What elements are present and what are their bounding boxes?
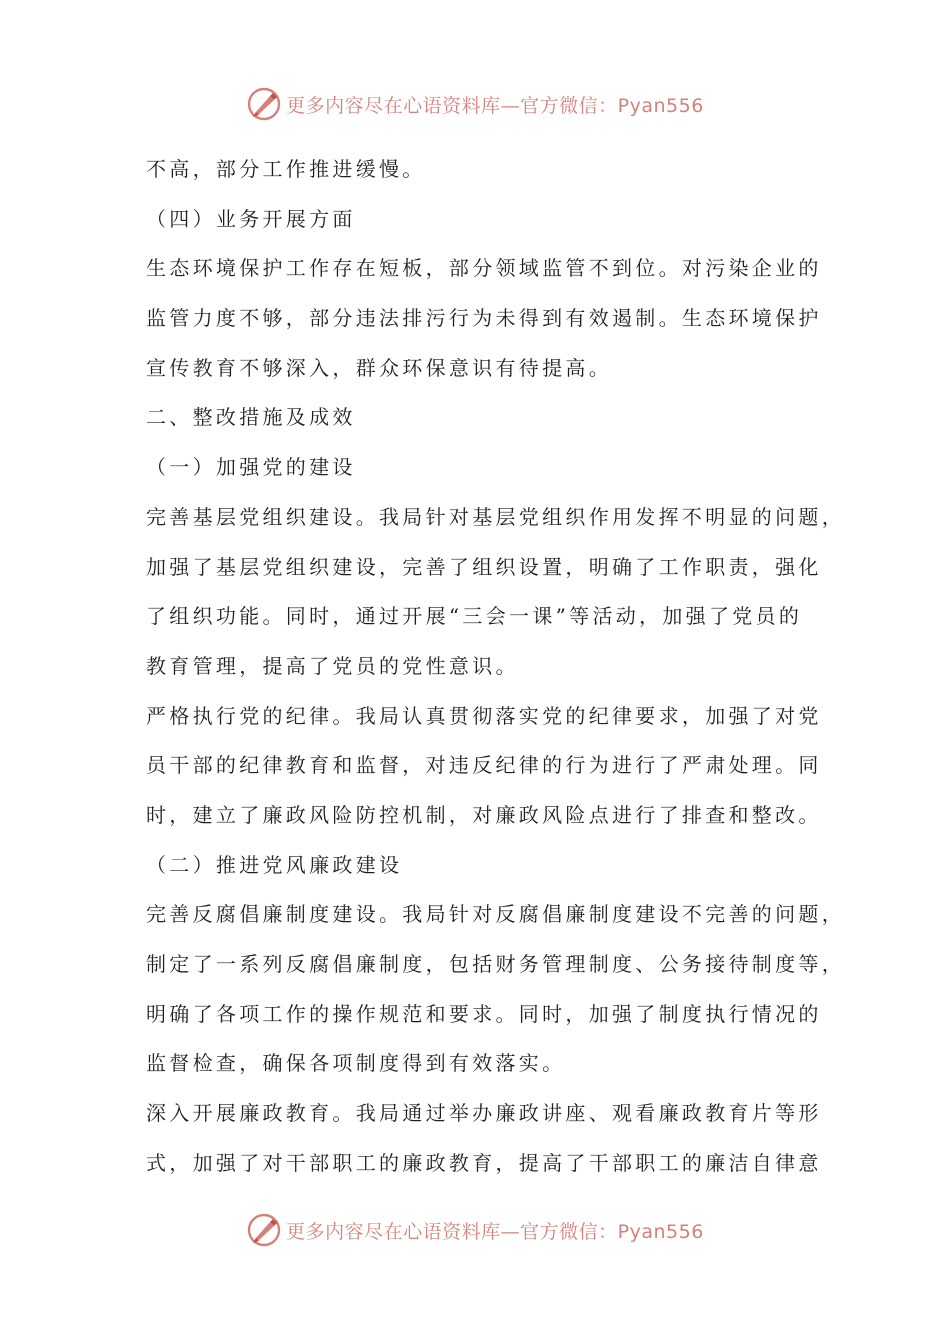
section-heading: 二、整改措施及成效 — [146, 405, 356, 430]
text-line: 完善基层党组织建设。我局针对基层党组织作用发挥不明显的问题， — [146, 504, 845, 529]
text-line: 式，加强了对干部职工的廉政教育，提高了干部职工的廉洁自律意 — [146, 1150, 822, 1175]
pen-nib-logo-icon — [246, 86, 282, 122]
text-line: 完善反腐倡廉制度建设。我局针对反腐倡廉制度建设不完善的问题， — [146, 902, 845, 927]
text-line: 加强了基层党组织建设，完善了组织设置，明确了工作职责，强化 — [146, 554, 822, 579]
header-watermark-banner — [0, 84, 950, 124]
section-heading: （二）推进党风廉政建设 — [146, 852, 403, 877]
text-line: 时，建立了廉政风险防控机制，对廉政风险点进行了排查和整改。 — [146, 802, 822, 827]
section-heading: （一）加强党的建设 — [146, 455, 356, 480]
text-line: 了组织功能。同时，通过开展“三会一课”等活动，加强了党员的 — [146, 604, 803, 629]
wechat-id: Pyan556 — [617, 94, 704, 117]
footer-watermark-banner — [0, 1210, 950, 1250]
wechat-id: Pyan556 — [617, 1220, 704, 1243]
text-line: 严格执行党的纪律。我局认真贯彻落实党的纪律要求，加强了对党 — [146, 703, 822, 728]
section-heading: （四）业务开展方面 — [146, 206, 356, 231]
text-line: 宣传教育不够深入，群众环保意识有待提高。 — [146, 355, 612, 380]
text-line: 生态环境保护工作存在短板，部分领域监管不到位。对污染企业的 — [146, 256, 822, 281]
watermark-text: 更多内容尽在心语资料库—官方微信：Pyan556 — [286, 94, 704, 117]
watermark-text: 更多内容尽在心语资料库—官方微信：Pyan556 — [286, 1220, 704, 1243]
pen-nib-logo-icon — [246, 1212, 282, 1248]
document-body — [146, 145, 845, 1188]
text-line: 监管力度不够，部分违法排污行为未得到有效遏制。生态环境保护 — [146, 306, 822, 331]
text-line: 制定了一系列反腐倡廉制度，包括财务管理制度、公务接待制度等， — [146, 952, 845, 976]
text-line: 教育管理，提高了党员的党性意识。 — [146, 653, 519, 678]
text-line: 员干部的纪律教育和监督，对违反纪律的行为进行了严肃处理。同 — [146, 753, 822, 778]
text-line: 明确了各项工作的操作规范和要求。同时，加强了制度执行情况的 — [146, 1001, 822, 1026]
text-line: 不高，部分工作推进缓慢。 — [146, 157, 426, 181]
text-line: 监督检查，确保各项制度得到有效落实。 — [146, 1051, 566, 1076]
text-line: 深入开展廉政教育。我局通过举办廉政讲座、观看廉政教育片等形 — [146, 1101, 822, 1126]
